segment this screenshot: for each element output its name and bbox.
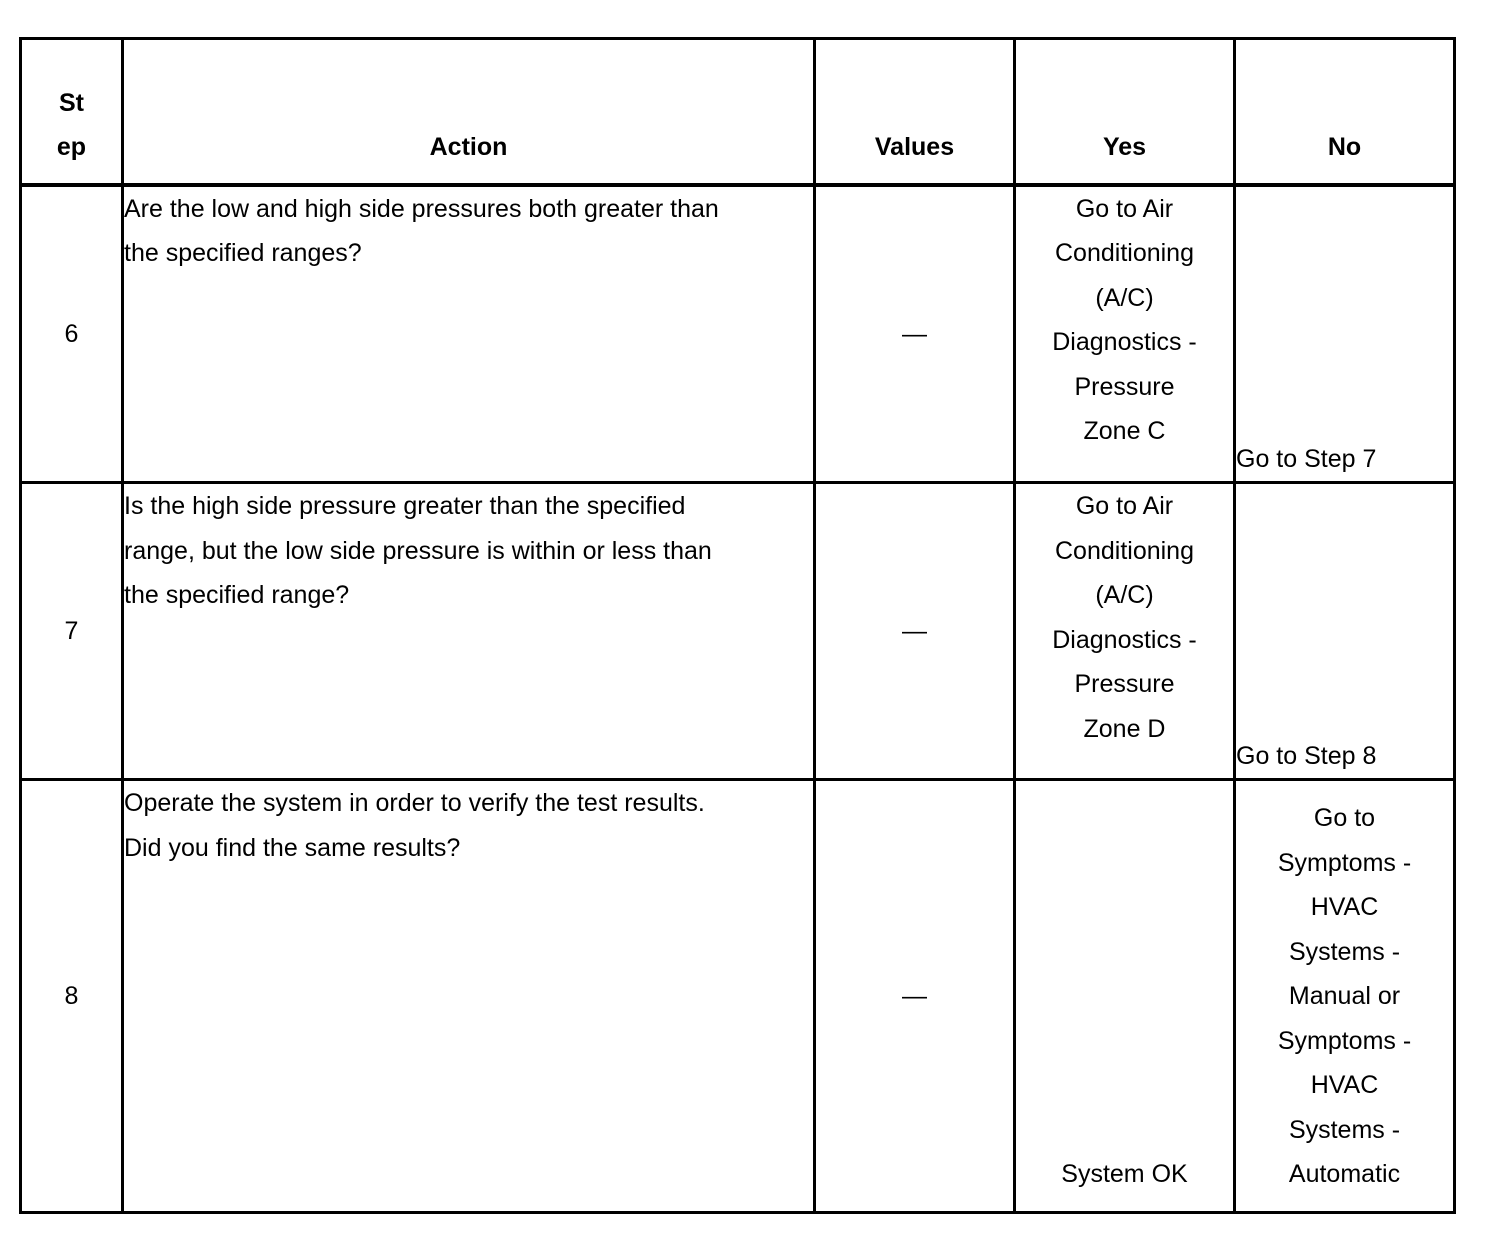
action-cell bbox=[123, 185, 815, 483]
step-number: 7 bbox=[21, 483, 123, 780]
values-cell: — bbox=[815, 483, 1015, 780]
action-cell bbox=[123, 780, 815, 1213]
header-yes: Yes bbox=[1015, 39, 1235, 185]
table-header-row bbox=[21, 39, 1455, 185]
header-action: Action bbox=[123, 39, 815, 185]
action-text: Are the low and high side pressures both greater than the specified ranges? bbox=[124, 194, 719, 267]
yes-cell: System OK bbox=[1015, 780, 1235, 1213]
header-values: Values bbox=[815, 39, 1015, 185]
values-cell: — bbox=[815, 185, 1015, 483]
step-number: 6 bbox=[21, 185, 123, 483]
header-step: St ep bbox=[21, 39, 123, 185]
table-row bbox=[21, 483, 1455, 780]
diagnostic-table bbox=[19, 37, 1456, 1214]
no-cell: Go to Step 7 bbox=[1235, 185, 1455, 483]
step-number: 8 bbox=[21, 780, 123, 1213]
action-cell bbox=[123, 483, 815, 780]
yes-cell: Go to Air Conditioning (A/C) Diagnostics - Pressure Zone D bbox=[1015, 483, 1235, 780]
yes-cell: Go to Air Conditioning (A/C) Diagnostics - Pressure Zone C bbox=[1015, 185, 1235, 483]
no-cell: Go to Step 8 bbox=[1235, 483, 1455, 780]
table-row bbox=[21, 185, 1455, 483]
header-no: No bbox=[1235, 39, 1455, 185]
action-text: Operate the system in order to verify the test results. Did you find the same results? bbox=[124, 789, 705, 862]
table-row bbox=[21, 780, 1455, 1213]
action-text: Is the high side pressure greater than the specified range, but the low side pressure is within or less than the specified range? bbox=[124, 492, 712, 609]
values-cell: — bbox=[815, 780, 1015, 1213]
no-cell: Go to Symptoms - HVAC Systems - Manual or Symptoms - HVAC Systems - Automatic bbox=[1235, 780, 1455, 1213]
